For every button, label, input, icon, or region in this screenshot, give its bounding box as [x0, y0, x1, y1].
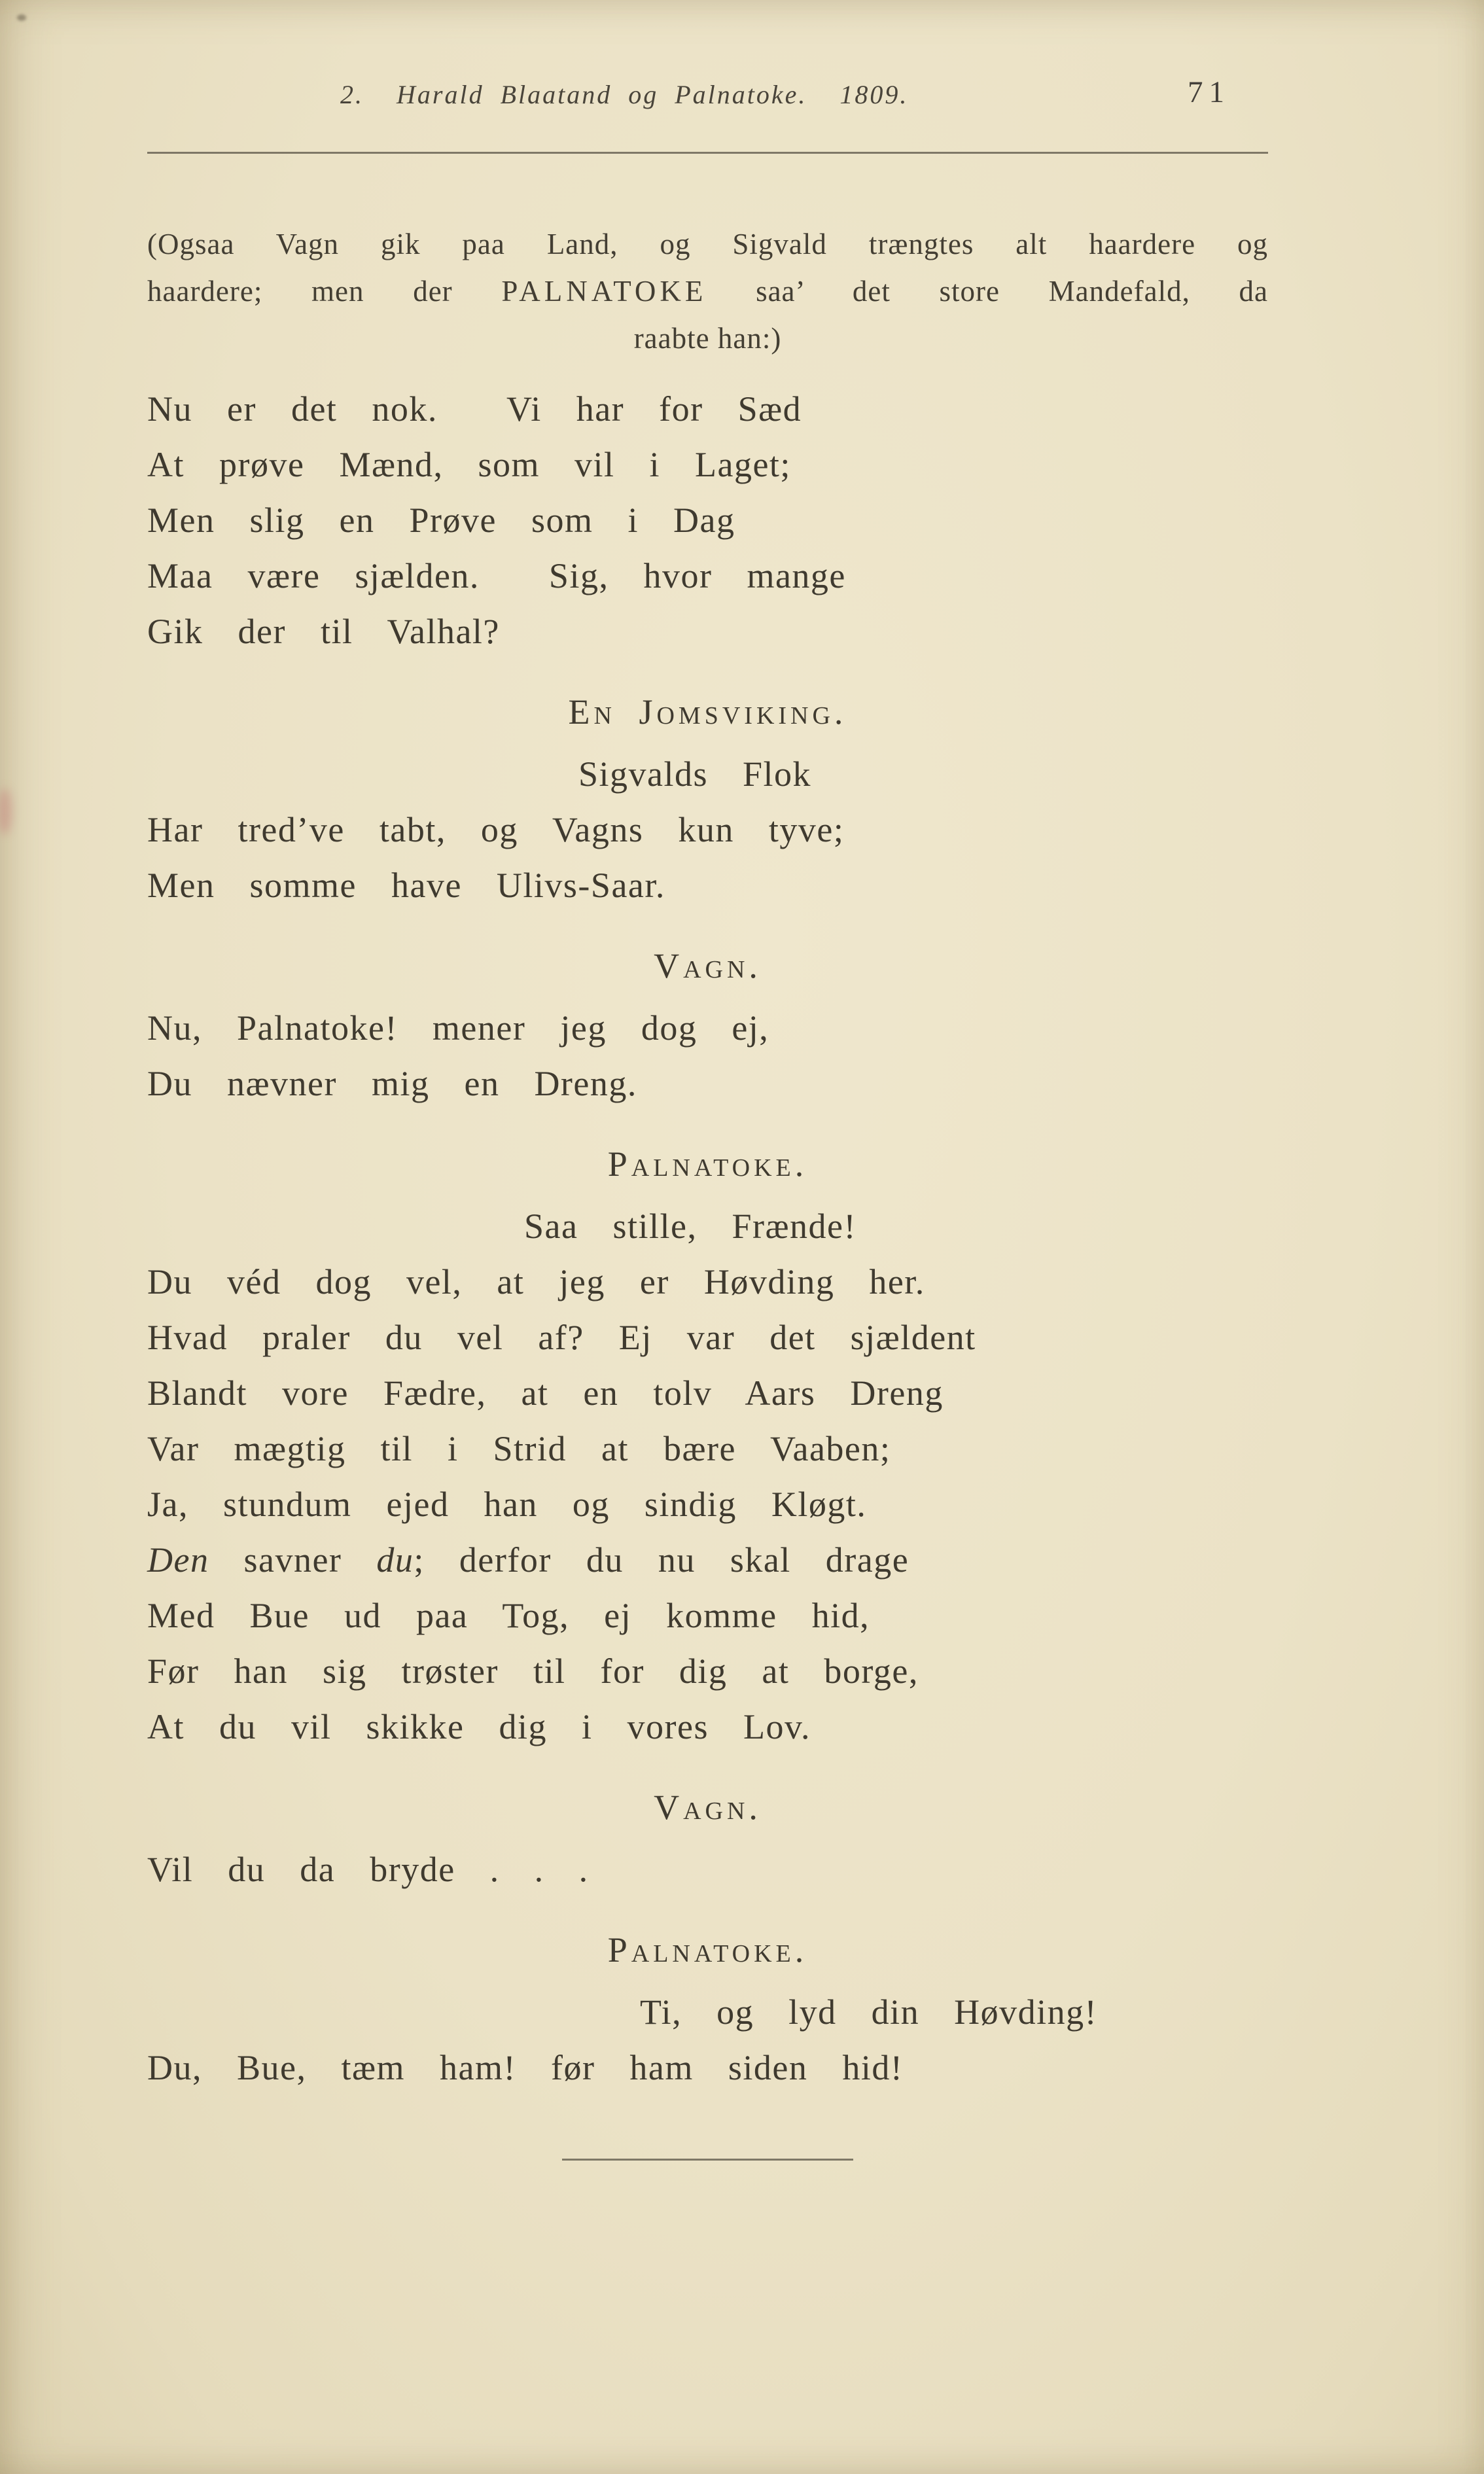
verse-line: Gik der til Valhal? — [147, 612, 500, 651]
stage-direction-line — [147, 268, 1268, 315]
italic-word: du — [376, 1540, 414, 1580]
header-rule — [147, 152, 1268, 154]
speech-palnatoke-1 — [147, 381, 1268, 660]
speaker-heading-palnatoke-3: Palnatoke. — [607, 1930, 808, 1970]
speaker-heading-palnatoke-2: Palnatoke. — [607, 1144, 808, 1184]
verse-line: Før han sig trøster til for dig at borge, — [147, 1652, 919, 1691]
verse-line-mixed-italic — [147, 1532, 1268, 1588]
stage-direction-text: saa’ det store Mandefald, da — [707, 275, 1268, 308]
italic-word: Den — [147, 1540, 209, 1580]
verse-line: At prøve Mænd, som vil i Laget; — [147, 445, 791, 484]
verse-line: At du vil skikke dig i vores Lov. — [147, 1707, 811, 1746]
verse-line: Men slig en Prøve som i Dag — [147, 501, 735, 540]
verse-line: Men somme have Ulivs-Saar. — [147, 866, 665, 905]
speech-palnatoke-2 — [147, 1199, 1268, 1755]
verse-line: Hvad praler du vel af? Ej var det sjældent — [147, 1318, 976, 1357]
verse-line: Har tred’ve tabt, og Vagns kun tyve; — [147, 810, 845, 849]
speech-vagn-2 — [147, 1842, 1268, 1898]
speech-jomsviking — [147, 747, 1268, 913]
verse-partial-line: Ti, og lyd din Høvding! — [640, 1992, 1098, 2032]
verse-line: Du, Bue, tæm ham! før ham siden hid! — [147, 2048, 904, 2087]
verse-line: Ja, stundum ejed han og sindig Kløgt. — [147, 1485, 867, 1524]
verse-line: Du véd dog vel, at jeg er Høvding her. — [147, 1262, 925, 1301]
character-name-caps: PALNATOKE — [501, 275, 707, 308]
end-divider — [562, 2159, 853, 2161]
verse-line: Vil du da bryde . . . — [147, 1850, 589, 1889]
verse-line: Blandt vore Fædre, at en tolv Aars Dreng — [147, 1373, 944, 1413]
speech-palnatoke-3 — [147, 1985, 1268, 2096]
scan-smudge — [0, 788, 12, 834]
verse-partial-line: Saa stille, Frænde! — [524, 1207, 857, 1246]
stage-direction-text: haardere; men der — [147, 275, 502, 308]
speaker-heading-vagn-1: Vagn. — [654, 946, 762, 985]
page-number: 71 — [1188, 75, 1230, 109]
running-title: 2. Harald Blaatand og Palnatoke. 1809. — [340, 80, 909, 109]
stage-direction-line: (Ogsaa Vagn gik paa Land, og Sigvald trængtes alt haardere og — [147, 228, 1268, 260]
speaker-heading-jomsviking: En Jomsviking. — [568, 692, 847, 732]
verse-line: Var mægtig til i Strid at bære Vaaben; — [147, 1429, 891, 1468]
verse-text: savner — [209, 1540, 377, 1580]
stage-direction — [147, 221, 1268, 362]
verse-text: ; derfor du nu skal drage — [414, 1540, 910, 1580]
speaker-heading-vagn-2: Vagn. — [654, 1788, 762, 1827]
verse-line: Maa være sjælden. Sig, hvor mange — [147, 556, 846, 595]
scan-speck — [17, 14, 26, 21]
stage-direction-line: raabte han:) — [633, 322, 782, 355]
verse-line: Med Bue ud paa Tog, ej komme hid, — [147, 1596, 870, 1635]
verse-line: Nu er det nok. Vi har for Sæd — [147, 389, 802, 429]
verse-line: Du nævner mig en Dreng. — [147, 1064, 637, 1103]
page-header — [147, 77, 1268, 113]
text-block — [147, 0, 1268, 2161]
verse-partial-line: Sigvalds Flok — [578, 754, 812, 794]
speech-vagn-1 — [147, 1000, 1268, 1112]
verse-line: Nu, Palnatoke! mener jeg dog ej, — [147, 1008, 769, 1048]
